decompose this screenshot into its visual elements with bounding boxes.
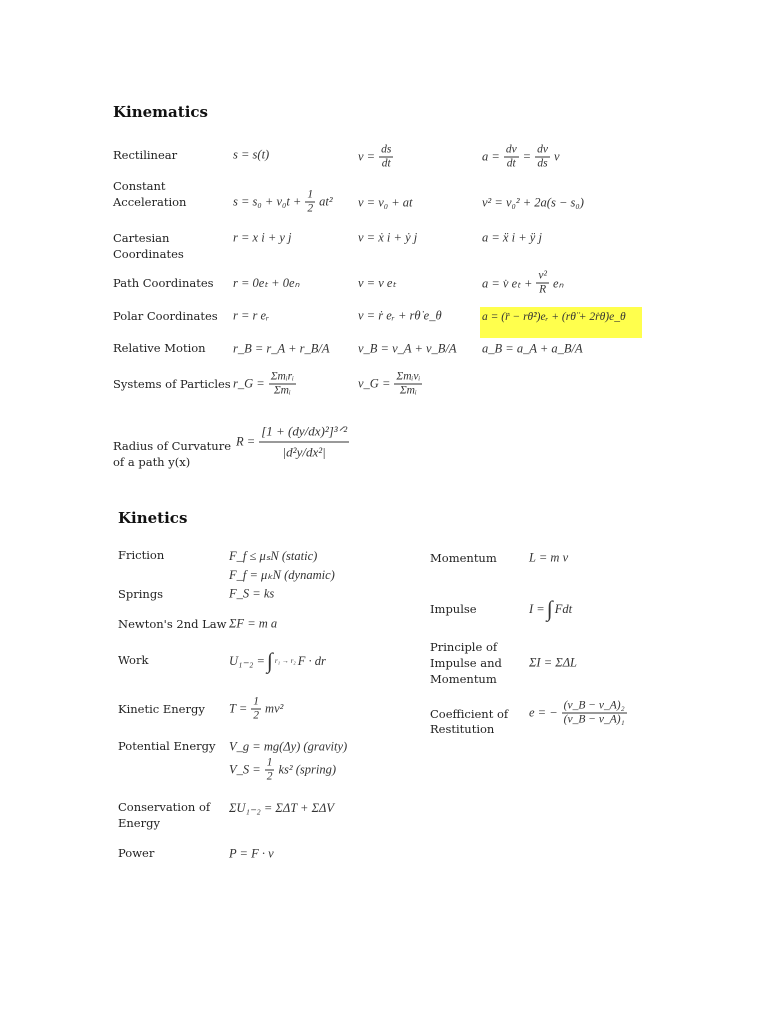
label-radius-2: of a path y(x) bbox=[113, 455, 191, 469]
label-potential: Potential Energy bbox=[118, 739, 216, 753]
numerator: 1 bbox=[266, 756, 273, 769]
eq-path-a bbox=[482, 270, 564, 297]
eq-cartesian-a: a = ẍ i + ÿ j bbox=[482, 230, 542, 245]
label-restitution-1: Coefficient of bbox=[430, 707, 509, 721]
integral-limits: r₁ → r₂ bbox=[274, 657, 296, 665]
label-relative: Relative Motion bbox=[113, 341, 206, 355]
fraction bbox=[259, 422, 349, 463]
eq-part: s = s₀ + v₀t + bbox=[233, 194, 302, 209]
eq-restitution bbox=[529, 700, 629, 727]
eq-part: eₙ bbox=[552, 276, 564, 290]
eq-part: T = bbox=[229, 701, 248, 716]
fraction bbox=[305, 189, 315, 216]
label-impulse: Impulse bbox=[430, 602, 477, 616]
eq-part: U₁₋₂ = bbox=[229, 654, 265, 668]
eq-path-r: r = 0eₜ + 0eₙ bbox=[233, 276, 300, 290]
label-power: Power bbox=[118, 846, 155, 860]
eq-power: P = F · v bbox=[229, 846, 274, 861]
numerator: v² bbox=[538, 269, 547, 282]
label-conservation-2: Energy bbox=[118, 816, 160, 830]
numerator: Σmᵢrᵢ bbox=[270, 370, 294, 383]
eq-part: I = bbox=[529, 601, 545, 616]
fraction bbox=[536, 270, 549, 297]
eq-polar-r: r = r eᵣ bbox=[233, 308, 270, 323]
numerator: dv bbox=[505, 143, 517, 156]
eq-conservation: ΣU₁₋₂ = ΣΔT + ΣΔV bbox=[229, 801, 335, 815]
eq-newton: ΣF = m a bbox=[229, 616, 278, 631]
eq-part: v = bbox=[358, 149, 376, 164]
label-rectilinear: Rectilinear bbox=[113, 148, 178, 162]
denominator: |d²y/dx²| bbox=[282, 444, 326, 460]
kinetics-heading: Kinetics bbox=[118, 509, 188, 527]
denominator: dt bbox=[506, 157, 516, 170]
eq-part: V_S = bbox=[229, 762, 261, 777]
eq-part: v bbox=[553, 149, 560, 164]
eq-polar-a: a = (r̈ − rθ̇²)eᵣ + (rθ̈ + 2ṙθ̇)e_θ bbox=[482, 311, 626, 323]
eq-constant-v2: v² = v₀² + 2a(s − s₀) bbox=[482, 195, 584, 210]
eq-part: v_G = bbox=[358, 376, 391, 391]
denominator: (v_B − v_A)₁ bbox=[563, 713, 625, 726]
denominator: Σmᵢ bbox=[273, 384, 291, 397]
numerator: ds bbox=[381, 143, 392, 156]
denominator: 2 bbox=[266, 770, 273, 783]
kinematics-heading: Kinematics bbox=[113, 103, 208, 121]
label-work: Work bbox=[118, 653, 149, 667]
eq-part: a = bbox=[482, 149, 500, 164]
label-radius-1: Radius of Curvature bbox=[113, 439, 232, 453]
label-momentum: Momentum bbox=[430, 551, 497, 565]
fraction bbox=[269, 371, 296, 398]
eq-springs: F_S = ks bbox=[229, 586, 275, 601]
eq-part: ks² (spring) bbox=[278, 762, 337, 777]
eq-part: at² bbox=[319, 194, 333, 209]
eq-rectilinear-a bbox=[482, 144, 560, 171]
eq-constant-s bbox=[233, 189, 333, 216]
eq-relative-v: v_B = v_A + v_B/A bbox=[358, 341, 457, 356]
eq-relative-r: r_B = r_A + r_B/A bbox=[233, 341, 330, 356]
fraction bbox=[379, 144, 393, 171]
denominator: 2 bbox=[253, 709, 260, 722]
numerator: 1 bbox=[307, 188, 314, 201]
eq-part: a = v̇ eₜ + bbox=[482, 276, 533, 290]
fraction bbox=[535, 144, 550, 171]
label-newton: Newton's 2nd Law bbox=[118, 617, 227, 631]
label-principle-3: Momentum bbox=[430, 672, 497, 686]
label-conservation-1: Conservation of bbox=[118, 800, 211, 814]
eq-friction-dynamic: F_f = μₖN (dynamic) bbox=[229, 568, 335, 582]
eq-part: Fdt bbox=[554, 601, 573, 616]
label-restitution-2: Restitution bbox=[430, 722, 495, 736]
eq-potential-gravity: V_g = mg(Δy) (gravity) bbox=[229, 739, 348, 754]
eq-part: F · dr bbox=[297, 653, 326, 668]
fraction bbox=[251, 696, 261, 723]
eq-part: = bbox=[522, 149, 532, 164]
fraction bbox=[265, 757, 275, 784]
eq-cartesian-r: r = x i + y j bbox=[233, 230, 292, 245]
fraction bbox=[504, 144, 519, 171]
label-systems: Systems of Particles bbox=[113, 377, 231, 391]
eq-systems-r bbox=[233, 371, 298, 398]
eq-potential-spring bbox=[229, 757, 336, 784]
denominator: dt bbox=[381, 157, 391, 170]
label-cartesian-2: Coordinates bbox=[113, 247, 184, 261]
label-constant-1: Constant bbox=[113, 179, 166, 193]
integral-sign: ∫ bbox=[266, 648, 273, 673]
eq-kinetic bbox=[229, 696, 283, 723]
eq-cartesian-v: v = ẋ i + ẏ j bbox=[358, 230, 418, 245]
label-principle-1: Principle of bbox=[430, 640, 498, 654]
label-polar: Polar Coordinates bbox=[113, 309, 218, 323]
eq-systems-v bbox=[358, 371, 424, 398]
integral-sign: ∫ bbox=[546, 596, 553, 621]
eq-part: R = bbox=[236, 434, 256, 449]
denominator: R bbox=[539, 283, 547, 296]
denominator: ds bbox=[537, 157, 548, 170]
label-path: Path Coordinates bbox=[113, 276, 214, 290]
eq-work bbox=[229, 648, 326, 674]
eq-rectilinear-s: s = s(t) bbox=[233, 147, 270, 162]
eq-polar-v: v = ṙ eᵣ + rθ̇ e_θ bbox=[358, 308, 442, 323]
numerator: [1 + (dy/dx)²]³ᐟ² bbox=[259, 422, 349, 443]
numerator: 1 bbox=[253, 695, 260, 708]
numerator: dv bbox=[537, 143, 548, 156]
fraction bbox=[394, 371, 422, 398]
fraction bbox=[562, 700, 627, 727]
label-principle-2: Impulse and bbox=[430, 656, 502, 670]
eq-relative-a: a_B = a_A + a_B/A bbox=[482, 341, 583, 356]
eq-principle: ΣI = ΣΔL bbox=[529, 655, 577, 670]
label-friction: Friction bbox=[118, 548, 165, 562]
eq-part: mv² bbox=[265, 701, 284, 716]
eq-radius bbox=[236, 422, 351, 463]
eq-constant-v: v = v₀ + at bbox=[358, 195, 413, 210]
label-cartesian-1: Cartesian bbox=[113, 231, 170, 245]
numerator: (v_B − v_A)₂ bbox=[563, 699, 625, 712]
eq-friction-static: F_f ≤ μₛN (static) bbox=[229, 549, 318, 563]
eq-impulse bbox=[529, 596, 572, 622]
eq-momentum: L = m v bbox=[529, 550, 569, 565]
label-kinetic: Kinetic Energy bbox=[118, 702, 205, 716]
denominator: 2 bbox=[307, 202, 314, 215]
denominator: Σmᵢ bbox=[399, 384, 417, 397]
eq-path-v: v = v eₜ bbox=[358, 276, 397, 290]
eq-rectilinear-v bbox=[358, 144, 395, 171]
label-springs: Springs bbox=[118, 587, 164, 601]
numerator: Σmᵢvᵢ bbox=[396, 370, 421, 383]
eq-part: e = − bbox=[529, 705, 558, 720]
eq-part: r_G = bbox=[233, 376, 265, 391]
label-constant-2: Acceleration bbox=[113, 195, 187, 209]
